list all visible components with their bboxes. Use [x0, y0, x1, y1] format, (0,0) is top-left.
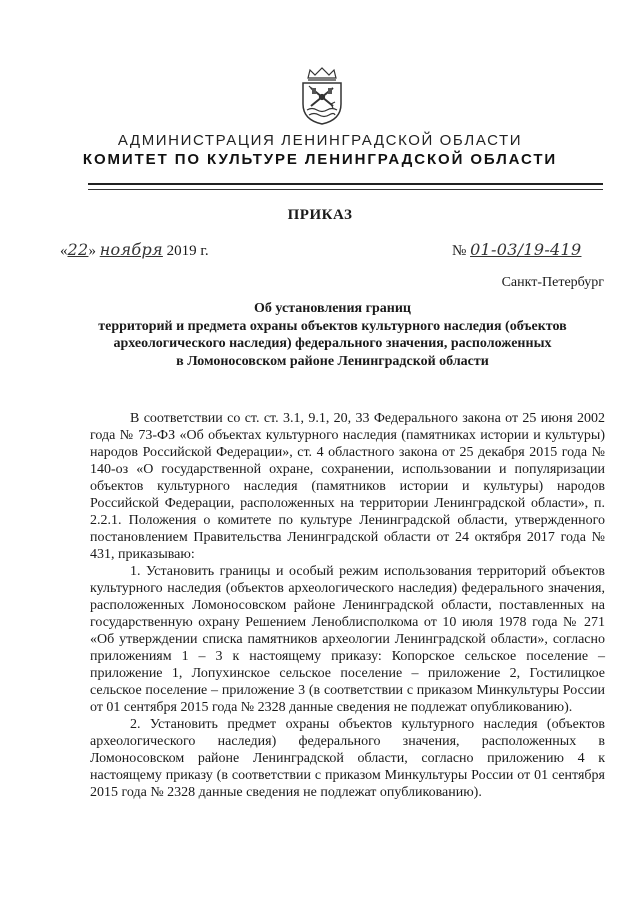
document-title — [60, 300, 605, 370]
title-line: в Ломоносовском районе Ленинградской области — [176, 353, 489, 369]
date-open-quote: « — [60, 243, 68, 259]
date-month-handwritten: ноября — [99, 240, 163, 259]
coat-of-arms-icon — [299, 66, 345, 126]
body-paragraph: 1. Установить границы и особый режим использования территорий объектов культурного наследия (объектов археологического наследия) федерального значения, расположенных Ломоносовском районе Ленинградской области, поставленных на государственную охрану Решением Леноблисполкома от 10 июля 1978 года № 271 «Об утверждении списка памятников археологии Ленинградской области», согласно приложениям 1 – 3 к настоящему приказу: Копорское сельское поселение – приложение 1, Лопухинское сельское поселение – приложение 2, Гостилицкое сельское поселение – приложение 3 (в соответствии с приказом Минкультуры России от 01 сентября 2015 года № 2328 данные сведения не подлежат опубликованию). — [90, 564, 605, 715]
body-paragraph: 2. Установить предмет охраны объектов культурного наследия (объектов археологического наследия) федерального значения, расположенных в Ломоносовском районе Ленинградской области, согласно приложению 4 к настоящему приказу (в соответствии с приказом Минкультуры России от 01 сентября 2015 года № 2328 данные сведения не подлежат опубликованию). — [90, 717, 605, 800]
date-year: 2019 г. — [166, 243, 209, 259]
document-body — [90, 410, 605, 801]
date-close-quote: » — [88, 243, 96, 259]
document-date — [60, 240, 209, 260]
document-type-heading: ПРИКАЗ — [287, 207, 353, 223]
header-divider-thin — [88, 189, 603, 190]
body-paragraph: В соответствии со ст. ст. 3.1, 9.1, 20, 33 Федерального закона от 25 июня 2002 года № 73-ФЗ «Об объектах культурного наследия (памятниках истории и культуры) народов Российской Федерации», ст. 4 областного закона от 25 декабря 2015 года № 140-оз «О государственной охране, сохранении, использовании и популяризации объектов культурного наследия (памятников истории и культуры) народов Российской Федерации, расположенных на территории Ленинградской области», п. 2.2.1. Положения о комитете по культуре Ленинградской области, утвержденного постановлением Правительства Ленинградской области от 24 октября 2017 года № 431, приказываю: — [90, 411, 605, 562]
title-line: территорий и предмета охраны объектов культурного наследия (объектов — [98, 318, 567, 334]
organization-line-1: АДМИНИСТРАЦИЯ ЛЕНИНГРАДСКОЙ ОБЛАСТИ — [117, 132, 523, 149]
document-city: Санкт-Петербург — [501, 275, 604, 290]
date-day-handwritten: 22 — [67, 240, 89, 259]
number-prefix: № — [452, 243, 467, 259]
header-divider-thick — [88, 183, 603, 185]
organization-line-2: КОМИТЕТ ПО КУЛЬТУРЕ ЛЕНИНГРАДСКОЙ ОБЛАСТИ — [82, 151, 558, 168]
number-handwritten: 01-03/19-419 — [470, 240, 582, 259]
title-line: Об установления границ — [254, 301, 411, 316]
document-number — [452, 240, 581, 260]
title-line: археологического наследия) федерального значения, расположенных — [113, 336, 552, 351]
